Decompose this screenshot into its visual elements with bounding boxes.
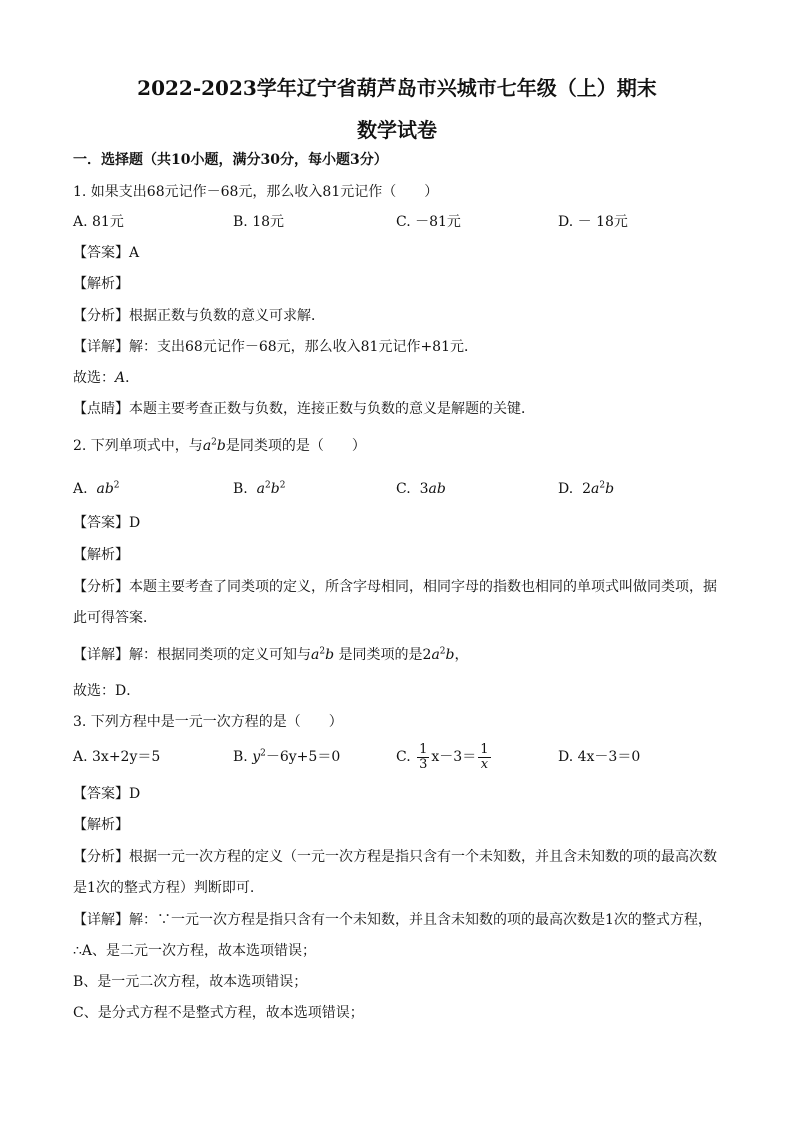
q1-option-c: C. －81元: [396, 214, 461, 230]
answer-label: 【答案】: [73, 786, 129, 802]
q2-answer: [73, 513, 140, 533]
q2-answer-value: D: [129, 515, 141, 531]
xiangjie-label: 【详解】: [73, 912, 129, 928]
q1-dianjing-text: 本题主要考查正数与负数，连接正数与负数的意义是解题的关键．: [129, 401, 535, 417]
exam-title: 2022-2023学年辽宁省葫芦岛市兴城市七年级（上）期末: [137, 76, 657, 100]
q2-option-a-label: A.: [73, 481, 88, 497]
q2-fenxi-line1: [73, 577, 717, 597]
q3-option-b: B. $y^2-6y+5=0$: [233, 748, 341, 765]
q2-xiangjie-pre: 解：根据同类项的定义可知与: [129, 647, 311, 663]
q1-guxuan: [73, 368, 139, 388]
q1-stem: 1. 如果支出68元记作－68元，那么收入81元记作（ ）: [73, 184, 439, 200]
q2-option-d-label: D.: [558, 481, 574, 497]
q2-option-d: D. $2a^2b$: [558, 480, 615, 497]
q2-fenxi-text: 本题主要考查了同类项的定义，所含字母相同，相同字母的指数也相同的单项式叫做同类项，据: [129, 579, 717, 595]
q3-option-c: [396, 738, 493, 776]
q1-guxuan-text: 故选：: [73, 370, 115, 386]
q2-option-b: B. $a^2b^2$: [233, 480, 286, 497]
q2-guxuan: 故选：D．: [73, 683, 141, 699]
section-heading: 一．选择题（共10小题，满分30分，每小题3分）: [73, 152, 388, 168]
q3-fenxi-line2: 是1次的整式方程）判断即可.: [73, 880, 255, 896]
q2-option-b-label: B.: [233, 481, 248, 497]
q3-line-c: C、是分式方程不是整式方程，故本选项错误；: [73, 1005, 364, 1021]
fenxi-label: 【分析】: [73, 308, 129, 324]
q3-option-c-label: C.: [396, 749, 411, 765]
q3-analysis-label: 【解析】: [73, 817, 129, 833]
q2-option-a: A. $ab^2$: [73, 480, 120, 497]
xiangjie-label: 【详解】: [73, 339, 129, 355]
q2-stem-pre: 2. 下列单项式中，与: [73, 438, 203, 454]
q3-answer: [73, 784, 140, 804]
q3-option-c-text: x－3＝: [431, 749, 477, 765]
q3-fenxi-line1: [73, 847, 717, 867]
xiangjie-label: 【详解】: [73, 647, 129, 663]
fraction-one-over-x: $\frac{1}{x}$: [480, 741, 489, 772]
q2-xiangjie: 【详解】解：根据同类项的定义可知与$a^2b$ 是同类项的是$2a^2b$，: [73, 646, 469, 663]
exam-subtitle: 数学试卷: [357, 118, 437, 142]
q2-xiangjie-mid: 是同类项的是: [338, 647, 423, 663]
q1-fenxi-text: 根据正数与负数的意义可求解．: [129, 308, 325, 324]
fenxi-label: 【分析】: [73, 849, 129, 865]
answer-label: 【答案】: [73, 515, 129, 531]
q1-answer-value: A: [129, 245, 140, 261]
q1-xiangjie: [73, 337, 478, 357]
q2-analysis-label: 【解析】: [73, 547, 129, 563]
q3-option-d: D. 4x－3＝0: [558, 749, 641, 765]
q1-option-b: B. 18元: [233, 214, 285, 230]
q3-fenxi-text: 根据一元一次方程的定义（一元一次方程是指只含有一个未知数，并且含未知数的项的最高次数: [129, 849, 717, 865]
q3-answer-value: D: [129, 786, 141, 802]
q3-xiangjie: [73, 910, 712, 930]
q1-guxuan-end: ．: [125, 370, 140, 386]
q2-option-c-label: C.: [396, 481, 411, 497]
q1-fenxi: [73, 306, 325, 326]
q3-xiangjie-text: 解：∵一元一次方程是指只含有一个未知数，并且含未知数的项的最高次数是1次的整式方程，: [129, 912, 712, 928]
q3-option-a: A. 3x+2y＝5: [73, 749, 161, 765]
q3-line-b: B、是一元二次方程，故本选项错误；: [73, 974, 308, 990]
q3-option-b-text: －6y+5＝0: [265, 749, 341, 765]
fraction-one-third: $\frac{1}{3}$: [419, 741, 428, 772]
q1-option-a: A. 81元: [73, 214, 124, 230]
q1-guxuan-letter: A: [115, 370, 126, 386]
q2-fenxi-line2: 此可得答案．: [73, 610, 157, 626]
q1-dianjing: [73, 399, 535, 419]
q1-analysis-label: 【解析】: [73, 276, 129, 292]
q3-stem: 3. 下列方程中是一元一次方程的是（ ）: [73, 714, 343, 730]
q1-xiangjie-text: 解：支出68元记作－68元，那么收入81元记作+81元．: [129, 339, 478, 355]
q3-line-a: ∴A、是二元一次方程，故本选项错误；: [73, 943, 317, 959]
q1-option-d: D. － 18元: [558, 214, 628, 230]
q3-option-b-label: B.: [233, 749, 248, 765]
q2-option-c: C. 3ab: [396, 481, 446, 497]
dianjing-label: 【点睛】: [73, 401, 129, 417]
q2-stem-post: 是同类项的是（ ）: [225, 438, 366, 454]
fenxi-label: 【分析】: [73, 579, 129, 595]
q2-stem: 2. 下列单项式中，与$a^2b$是同类项的是（ ）: [73, 437, 366, 454]
q1-answer: [73, 243, 139, 263]
answer-label: 【答案】: [73, 245, 129, 261]
q2-xiangjie-end: ，: [454, 647, 469, 663]
